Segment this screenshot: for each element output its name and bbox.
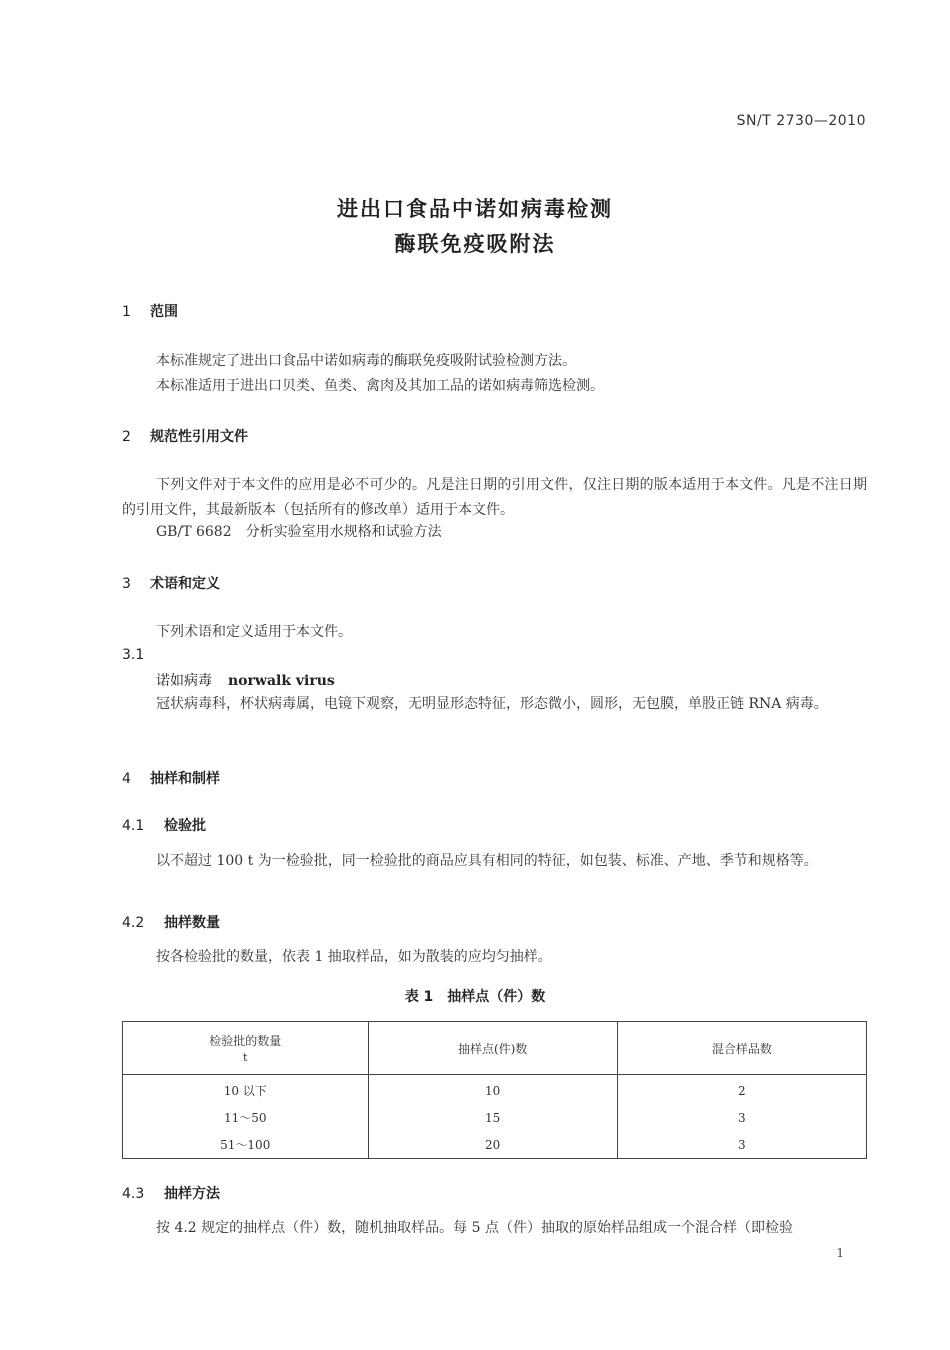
section-4-1-heading <box>122 815 206 835</box>
table-header-row <box>123 1022 867 1075</box>
table-row <box>123 1075 867 1105</box>
term-english: norwalk virus <box>228 673 335 689</box>
section-4-3-heading <box>122 1183 220 1203</box>
table-row <box>123 1104 867 1131</box>
table-cell: 3 <box>617 1131 866 1159</box>
table-caption: 表 1 抽样点（件）数 <box>404 989 546 1005</box>
subsection-3-1-number: 3.1 <box>122 647 145 663</box>
term-entry <box>156 670 335 690</box>
table-cell: 15 <box>368 1104 617 1131</box>
table-cell: 11～50 <box>123 1104 369 1131</box>
section-1-heading <box>122 301 178 321</box>
section-title: 检验批 <box>164 818 206 834</box>
header-label: 检验批的数量 <box>209 1034 282 1048</box>
table-row <box>123 1131 867 1159</box>
section-1-para-1: 本标准规定了进出口食品中诺如病毒的酶联免疫吸附试验检测方法。 <box>156 353 576 369</box>
document-title: 进出口食品中诺如病毒检测 <box>337 197 613 221</box>
table-cell: 51～100 <box>123 1131 369 1159</box>
table-cell: 3 <box>617 1104 866 1131</box>
section-number: 2 <box>122 429 131 445</box>
header-unit: t <box>243 1051 248 1064</box>
header-cell <box>123 1022 369 1075</box>
section-4-heading <box>122 768 220 788</box>
section-4-3-para: 按 4.2 规定的抽样点（件）数，随机抽取样品。每 5 点（件）抽取的原始样品组成一个混合样（即检验 <box>156 1220 793 1236</box>
section-title: 规范性引用文件 <box>150 429 248 445</box>
section-title: 术语和定义 <box>150 576 220 592</box>
table-cell: 2 <box>617 1075 866 1105</box>
section-number: 4.3 <box>122 1186 145 1202</box>
standard-code: SN/T 2730—2010 <box>736 113 866 129</box>
section-3-para-1: 下列术语和定义适用于本文件。 <box>156 624 352 640</box>
header-cell: 抽样点(件)数 <box>368 1022 617 1075</box>
term-definition: 冠状病毒科，杯状病毒属，电镜下观察，无明显形态特征，形态微小，圆形，无包膜，单股正链 RNA 病毒。 <box>156 696 828 712</box>
section-title: 抽样数量 <box>164 915 220 931</box>
section-number: 1 <box>122 304 131 320</box>
section-number: 3 <box>122 576 131 592</box>
section-2-heading <box>122 426 248 446</box>
section-4-2-para: 按各检验批的数量，依表 1 抽取样品，如为散装的应均匀抽样。 <box>156 949 552 965</box>
section-title: 范围 <box>150 304 178 320</box>
term-chinese: 诺如病毒 <box>156 673 212 689</box>
table-cell: 10 <box>368 1075 617 1105</box>
document-subtitle: 酶联免疫吸附法 <box>394 232 556 256</box>
section-3-heading <box>122 573 220 593</box>
sampling-table <box>122 1021 867 1159</box>
section-title: 抽样方法 <box>164 1186 220 1202</box>
normative-reference <box>122 520 867 545</box>
table-cell: 20 <box>368 1131 617 1159</box>
section-number: 4.2 <box>122 915 145 931</box>
reference-title: 分析实验室用水规格和试验方法 <box>245 524 442 540</box>
reference-code: GB/T 6682 <box>156 524 232 540</box>
page-number: 1 <box>836 1246 844 1260</box>
section-4-2-heading <box>122 912 220 932</box>
section-1-para-2: 本标准适用于进出口贝类、鱼类、禽肉及其加工品的诺如病毒筛选检测。 <box>156 378 604 394</box>
section-number: 4.1 <box>122 818 145 834</box>
header-cell: 混合样品数 <box>617 1022 866 1075</box>
section-title: 抽样和制样 <box>150 771 220 787</box>
section-2-para-1: 下列文件对于本文件的应用是必不可少的。凡是注日期的引用文件，仅注日期的版本适用于本文件。凡是不注日期的引用文件，其最新版本（包括所有的修改单）适用于本文件。 <box>122 477 867 518</box>
table-cell: 10 以下 <box>123 1075 369 1105</box>
section-4-1-para: 以不超过 100 t 为一检验批，同一检验批的商品应具有相同的特征，如包装、标准、产地、季节和规格等。 <box>156 853 818 869</box>
section-number: 4 <box>122 771 131 787</box>
